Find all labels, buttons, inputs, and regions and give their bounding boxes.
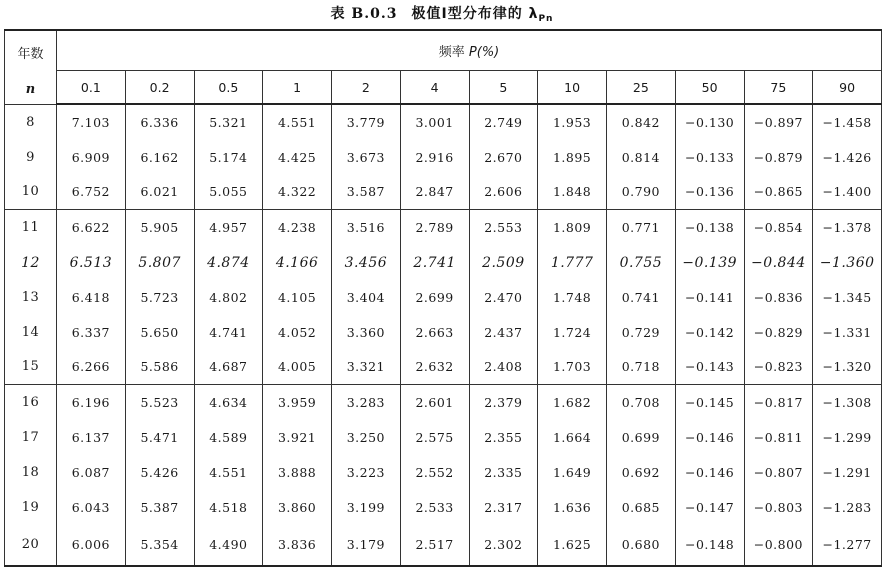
frequency-column-header: 0.1	[57, 71, 126, 105]
value-cell: 2.741	[400, 245, 469, 280]
year-cell: 16	[5, 385, 57, 420]
value-cell: 2.789	[400, 210, 469, 245]
value-cell: 6.162	[125, 140, 194, 175]
value-cell: 3.959	[263, 385, 332, 420]
table-row	[5, 455, 882, 490]
value-cell: 2.408	[469, 350, 538, 385]
value-cell: −0.854	[744, 210, 813, 245]
value-cell: 2.533	[400, 490, 469, 525]
value-cell: 4.589	[194, 420, 263, 455]
table-row	[5, 315, 882, 350]
value-cell: 6.622	[57, 210, 126, 245]
value-cell: 5.650	[125, 315, 194, 350]
lambda-table	[4, 29, 882, 567]
value-cell: −1.291	[813, 455, 882, 490]
value-cell: 4.518	[194, 490, 263, 525]
frequency-column-header: 5	[469, 71, 538, 105]
value-cell: −1.360	[813, 245, 882, 280]
value-cell: −1.308	[813, 385, 882, 420]
value-cell: −0.803	[744, 490, 813, 525]
frequency-column-header: 10	[538, 71, 607, 105]
value-cell: 0.699	[607, 420, 676, 455]
value-cell: −1.345	[813, 280, 882, 315]
value-cell: 6.087	[57, 455, 126, 490]
value-cell: 0.790	[607, 175, 676, 210]
value-cell: 4.551	[194, 455, 263, 490]
value-cell: 4.322	[263, 175, 332, 210]
value-cell: 5.321	[194, 104, 263, 140]
value-cell: 3.223	[332, 455, 401, 490]
value-cell: −1.378	[813, 210, 882, 245]
value-cell: 4.634	[194, 385, 263, 420]
value-cell: 4.874	[194, 245, 263, 280]
value-cell: −0.143	[675, 350, 744, 385]
frequency-label: 频率	[438, 45, 465, 60]
year-symbol: n	[25, 82, 36, 97]
value-cell: 2.509	[469, 245, 538, 280]
value-cell: 5.586	[125, 350, 194, 385]
value-cell: 3.404	[332, 280, 401, 315]
year-header-label: 年数	[17, 47, 44, 62]
value-cell: −1.400	[813, 175, 882, 210]
table-row	[5, 420, 882, 455]
value-cell: 4.105	[263, 280, 332, 315]
value-cell: −1.320	[813, 350, 882, 385]
year-cell: 14	[5, 315, 57, 350]
value-cell: 2.749	[469, 104, 538, 140]
value-cell: 4.238	[263, 210, 332, 245]
frequency-column-header: 50	[675, 71, 744, 105]
value-cell: −0.141	[675, 280, 744, 315]
value-cell: 2.632	[400, 350, 469, 385]
value-cell: 1.953	[538, 104, 607, 140]
value-cell: 4.687	[194, 350, 263, 385]
value-cell: 2.575	[400, 420, 469, 455]
value-cell: 1.777	[538, 245, 607, 280]
value-cell: 4.802	[194, 280, 263, 315]
year-cell: 11	[5, 210, 57, 245]
value-cell: 0.741	[607, 280, 676, 315]
table-body	[5, 104, 882, 566]
value-cell: −1.426	[813, 140, 882, 175]
frequency-columns-row	[5, 71, 882, 105]
year-cell: 19	[5, 490, 57, 525]
value-cell: 2.335	[469, 455, 538, 490]
value-cell: 4.005	[263, 350, 332, 385]
value-cell: 2.470	[469, 280, 538, 315]
value-cell: 1.682	[538, 385, 607, 420]
value-cell: −0.146	[675, 420, 744, 455]
value-cell: 5.905	[125, 210, 194, 245]
frequency-column-header: 25	[607, 71, 676, 105]
value-cell: 4.166	[263, 245, 332, 280]
value-cell: 6.336	[125, 104, 194, 140]
value-cell: 0.685	[607, 490, 676, 525]
value-cell: 2.663	[400, 315, 469, 350]
value-cell: 0.708	[607, 385, 676, 420]
value-cell: −0.139	[675, 245, 744, 280]
value-cell: 3.283	[332, 385, 401, 420]
value-cell: 3.001	[400, 104, 469, 140]
value-cell: 6.006	[57, 525, 126, 566]
table-row	[5, 175, 882, 210]
value-cell: 6.909	[57, 140, 126, 175]
value-cell: 0.755	[607, 245, 676, 280]
year-cell: 17	[5, 420, 57, 455]
value-cell: 1.724	[538, 315, 607, 350]
value-cell: 3.860	[263, 490, 332, 525]
value-cell: 6.021	[125, 175, 194, 210]
value-cell: 2.379	[469, 385, 538, 420]
value-cell: 4.490	[194, 525, 263, 566]
value-cell: −0.823	[744, 350, 813, 385]
value-cell: 3.779	[332, 104, 401, 140]
frequency-column-header: 0.2	[125, 71, 194, 105]
value-cell: 2.916	[400, 140, 469, 175]
value-cell: 2.517	[400, 525, 469, 566]
value-cell: 1.848	[538, 175, 607, 210]
value-cell: 2.552	[400, 455, 469, 490]
value-cell: 3.516	[332, 210, 401, 245]
value-cell: −0.800	[744, 525, 813, 566]
value-cell: 3.587	[332, 175, 401, 210]
value-cell: 0.814	[607, 140, 676, 175]
value-cell: 6.266	[57, 350, 126, 385]
year-cell: 13	[5, 280, 57, 315]
table-caption: 极值Ⅰ型分布律的 λ	[411, 6, 539, 22]
value-cell: 6.513	[57, 245, 126, 280]
value-cell: −0.811	[744, 420, 813, 455]
table-row	[5, 140, 882, 175]
value-cell: −0.865	[744, 175, 813, 210]
frequency-column-header: 2	[332, 71, 401, 105]
value-cell: 2.317	[469, 490, 538, 525]
value-cell: 1.625	[538, 525, 607, 566]
value-cell: −0.138	[675, 210, 744, 245]
value-cell: −0.145	[675, 385, 744, 420]
value-cell: 4.425	[263, 140, 332, 175]
value-cell: −1.299	[813, 420, 882, 455]
table-code: 表 B.0.3	[330, 6, 398, 22]
value-cell: 0.729	[607, 315, 676, 350]
value-cell: 4.551	[263, 104, 332, 140]
value-cell: −0.133	[675, 140, 744, 175]
year-cell: 10	[5, 175, 57, 210]
value-cell: 0.842	[607, 104, 676, 140]
value-cell: 3.456	[332, 245, 401, 280]
value-cell: −0.142	[675, 315, 744, 350]
year-cell: 20	[5, 525, 57, 566]
value-cell: 4.741	[194, 315, 263, 350]
value-cell: 3.250	[332, 420, 401, 455]
value-cell: 0.680	[607, 525, 676, 566]
year-cell: 18	[5, 455, 57, 490]
table-row	[5, 525, 882, 566]
table-row	[5, 245, 882, 280]
value-cell: −0.829	[744, 315, 813, 350]
value-cell: 1.748	[538, 280, 607, 315]
value-cell: −0.147	[675, 490, 744, 525]
table-row	[5, 490, 882, 525]
value-cell: 2.606	[469, 175, 538, 210]
value-cell: −1.331	[813, 315, 882, 350]
year-cell: 15	[5, 350, 57, 385]
value-cell: 3.673	[332, 140, 401, 175]
caption-subscript: Pn	[538, 14, 554, 24]
frequency-column-header: 75	[744, 71, 813, 105]
table-row	[5, 104, 882, 140]
value-cell: 2.847	[400, 175, 469, 210]
value-cell: 2.355	[469, 420, 538, 455]
value-cell: 4.052	[263, 315, 332, 350]
value-cell: 5.807	[125, 245, 194, 280]
value-cell: 2.437	[469, 315, 538, 350]
value-cell: 1.649	[538, 455, 607, 490]
value-cell: −0.130	[675, 104, 744, 140]
table-row	[5, 385, 882, 420]
table-row	[5, 210, 882, 245]
value-cell: −0.817	[744, 385, 813, 420]
value-cell: −1.283	[813, 490, 882, 525]
value-cell: 1.895	[538, 140, 607, 175]
value-cell: 3.888	[263, 455, 332, 490]
value-cell: 4.957	[194, 210, 263, 245]
value-cell: 6.337	[57, 315, 126, 350]
value-cell: 2.302	[469, 525, 538, 566]
value-cell: 1.664	[538, 420, 607, 455]
value-cell: 0.771	[607, 210, 676, 245]
value-cell: 3.836	[263, 525, 332, 566]
value-cell: 1.636	[538, 490, 607, 525]
year-cell: 8	[5, 104, 57, 140]
value-cell: −0.148	[675, 525, 744, 566]
value-cell: 5.354	[125, 525, 194, 566]
value-cell: 5.055	[194, 175, 263, 210]
table-row	[5, 280, 882, 315]
year-cell: 9	[5, 140, 57, 175]
value-cell: 6.137	[57, 420, 126, 455]
value-cell: 5.723	[125, 280, 194, 315]
frequency-column-header: 4	[400, 71, 469, 105]
value-cell: 2.670	[469, 140, 538, 175]
frequency-symbol: P(%)	[468, 45, 500, 60]
value-cell: 5.523	[125, 385, 194, 420]
value-cell: 1.809	[538, 210, 607, 245]
value-cell: 6.752	[57, 175, 126, 210]
value-cell: −0.897	[744, 104, 813, 140]
value-cell: 1.703	[538, 350, 607, 385]
value-cell: −0.879	[744, 140, 813, 175]
value-cell: 2.601	[400, 385, 469, 420]
value-cell: 0.692	[607, 455, 676, 490]
value-cell: 2.699	[400, 280, 469, 315]
year-cell: 12	[5, 245, 57, 280]
value-cell: 5.174	[194, 140, 263, 175]
value-cell: −0.146	[675, 455, 744, 490]
value-cell: 3.199	[332, 490, 401, 525]
year-column-header	[5, 30, 57, 104]
frequency-column-header: 1	[263, 71, 332, 105]
value-cell: −1.458	[813, 104, 882, 140]
value-cell: 7.103	[57, 104, 126, 140]
value-cell: 2.553	[469, 210, 538, 245]
value-cell: 0.718	[607, 350, 676, 385]
value-cell: 6.043	[57, 490, 126, 525]
value-cell: −0.807	[744, 455, 813, 490]
value-cell: 3.360	[332, 315, 401, 350]
table-title	[0, 3, 884, 24]
value-cell: −0.844	[744, 245, 813, 280]
value-cell: −1.277	[813, 525, 882, 566]
value-cell: 3.179	[332, 525, 401, 566]
value-cell: 6.418	[57, 280, 126, 315]
frequency-header	[57, 30, 882, 71]
frequency-column-header: 90	[813, 71, 882, 105]
table-row	[5, 350, 882, 385]
value-cell: 5.387	[125, 490, 194, 525]
value-cell: 6.196	[57, 385, 126, 420]
value-cell: 5.471	[125, 420, 194, 455]
value-cell: 3.321	[332, 350, 401, 385]
frequency-column-header: 0.5	[194, 71, 263, 105]
value-cell: −0.136	[675, 175, 744, 210]
value-cell: −0.836	[744, 280, 813, 315]
value-cell: 5.426	[125, 455, 194, 490]
value-cell: 3.921	[263, 420, 332, 455]
